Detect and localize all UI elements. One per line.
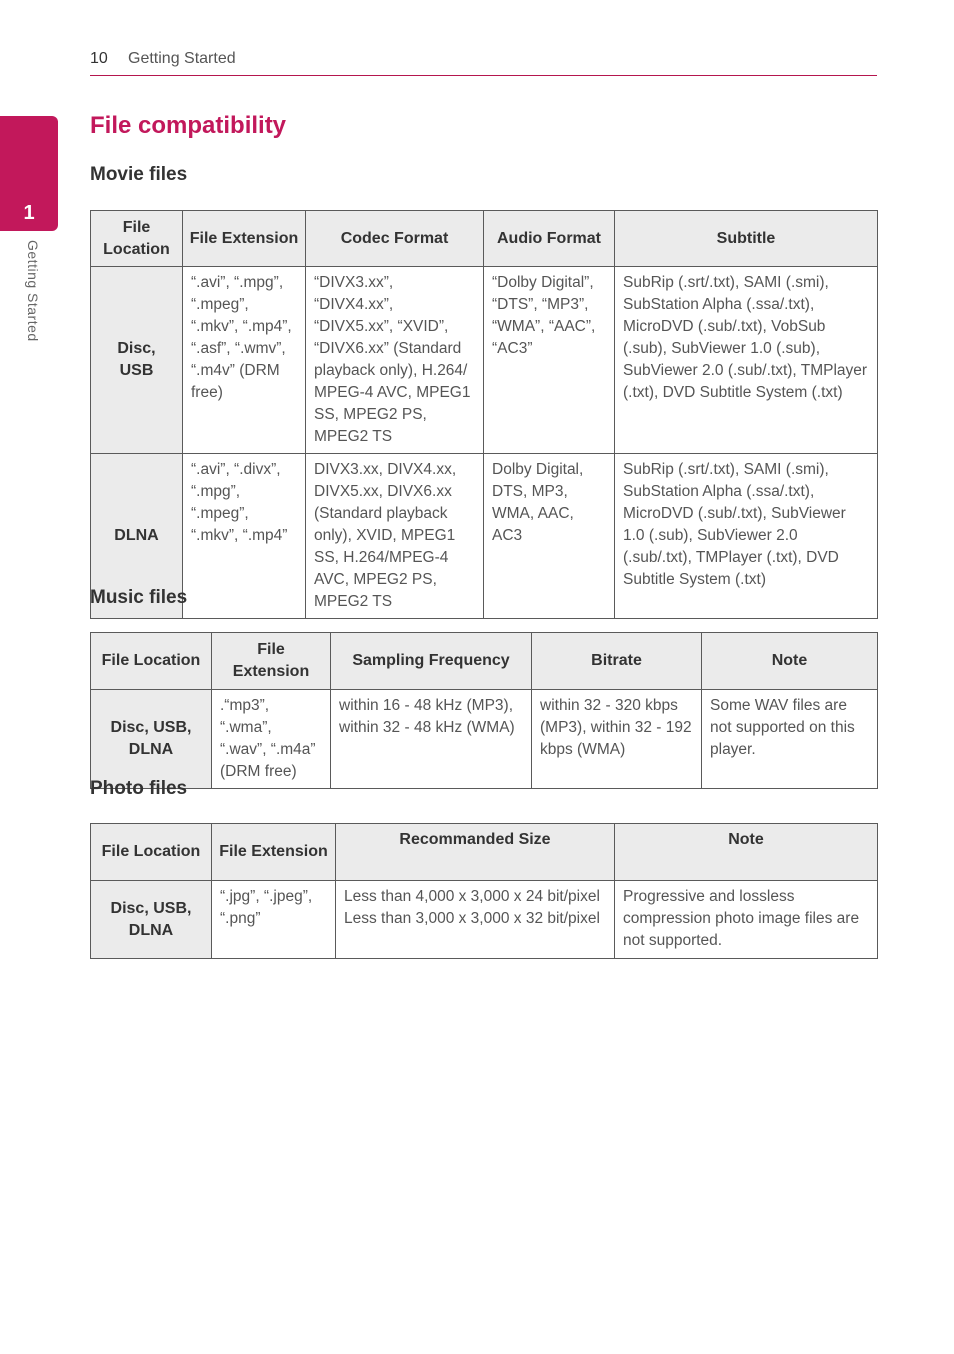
- table-cell: within 32 - 320 kbps (MP3), within 32 - 192 kbps (WMA): [532, 690, 702, 789]
- table-cell: Dolby Digital, DTS, MP3, WMA, AAC, AC3: [484, 454, 615, 619]
- column-header: Codec Format: [306, 211, 484, 267]
- table-cell: “.jpg”, “.jpeg”, “.png”: [212, 881, 336, 959]
- table-header-row: [91, 633, 878, 690]
- music-files-table: [90, 632, 878, 789]
- table-row: [91, 454, 878, 619]
- table-cell: “.avi”, “.divx”, “.mpg”, “.mpeg”, “.mkv”, “.mp4”: [183, 454, 306, 619]
- column-header: Subtitle: [615, 211, 878, 267]
- table-cell: DIVX3.xx, DIVX4.xx, DIVX5.xx, DIVX6.xx (Standard playback only), XVID, MPEG1 SS, H.264/MPEG-4 AVC, MPEG2 PS, MPEG2 TS: [306, 454, 484, 619]
- table-row: [91, 267, 878, 454]
- table-cell: SubRip (.srt/.txt), SAMI (.smi), SubStation Alpha (.ssa/.txt), MicroDVD (.sub/.txt), VobSub (.sub), SubViewer 1.0 (.sub), SubViewer 2.0 (.sub/.txt), TMPlayer (.txt), DVD Subtitle System (.txt): [615, 267, 878, 454]
- column-header: File Extension: [212, 633, 331, 690]
- column-header: Recommanded Size: [336, 824, 615, 881]
- column-header: File Extension: [183, 211, 306, 267]
- column-header: File Location: [91, 211, 183, 267]
- file-location-cell: Disc, USB, DLNA: [91, 881, 212, 959]
- chapter-number: 1: [23, 202, 35, 224]
- table-cell: “DIVX3.xx”, “DIVX4.xx”, “DIVX5.xx”, “XVID”, “DIVX6.xx” (Standard playback only), H.264/ MPEG-4 AVC, MPEG1 SS, MPEG2 PS, MPEG2 TS: [306, 267, 484, 454]
- music-files-heading: Music files: [90, 587, 188, 608]
- file-location-cell: DLNA: [91, 454, 183, 619]
- table-cell: Progressive and lossless compression photo image files are not supported.: [615, 881, 878, 959]
- column-header: Note: [702, 633, 878, 690]
- table-cell: .“mp3”, “.wma”, “.wav”, “.m4a” (DRM free): [212, 690, 331, 789]
- table-row: [91, 690, 878, 789]
- table-row: [91, 881, 878, 959]
- table-header-row: [91, 211, 878, 267]
- column-header: Sampling Frequency: [331, 633, 532, 690]
- table-cell: SubRip (.srt/.txt), SAMI (.smi), SubStation Alpha (.ssa/.txt), MicroDVD (.sub/.txt), SubViewer 1.0 (.sub), SubViewer 2.0 (.sub/.txt), TMPlayer (.txt), DVD Subtitle System (.txt): [615, 454, 878, 619]
- column-header: Audio Format: [484, 211, 615, 267]
- movie-files-heading: Movie files: [90, 164, 188, 185]
- table-cell: Some WAV files are not supported on this player.: [702, 690, 878, 789]
- file-location-cell: Disc, USB: [91, 267, 183, 454]
- table-cell: within 16 - 48 kHz (MP3), within 32 - 48 kHz (WMA): [331, 690, 532, 789]
- table-header-row: [91, 824, 878, 881]
- chapter-tab: [0, 116, 58, 231]
- table-cell: “Dolby Digital”, “DTS”, “MP3”, “WMA”, “AAC”, “AC3”: [484, 267, 615, 454]
- page-number: 10: [90, 50, 108, 67]
- file-location-cell: Disc, USB, DLNA: [91, 690, 212, 789]
- table-cell: “.avi”, “.mpg”, “.mpeg”, “.mkv”, “.mp4”, “.asf”, “.wmv”, “.m4v” (DRM free): [183, 267, 306, 454]
- page-title: File compatibility: [90, 112, 287, 139]
- column-header: Bitrate: [532, 633, 702, 690]
- running-section-title: Getting Started: [128, 50, 236, 67]
- photo-files-table: [90, 823, 878, 959]
- column-header: File Extension: [212, 824, 336, 881]
- page-header: [90, 48, 877, 76]
- table-cell: Less than 4,000 x 3,000 x 24 bit/pixel Less than 3,000 x 3,000 x 32 bit/pixel: [336, 881, 615, 959]
- column-header: Note: [615, 824, 878, 881]
- movie-files-table: [90, 210, 878, 619]
- photo-files-heading: Photo files: [90, 778, 188, 799]
- column-header: File Location: [91, 633, 212, 690]
- chapter-tab-label: Getting Started: [25, 240, 41, 342]
- column-header: File Location: [91, 824, 212, 881]
